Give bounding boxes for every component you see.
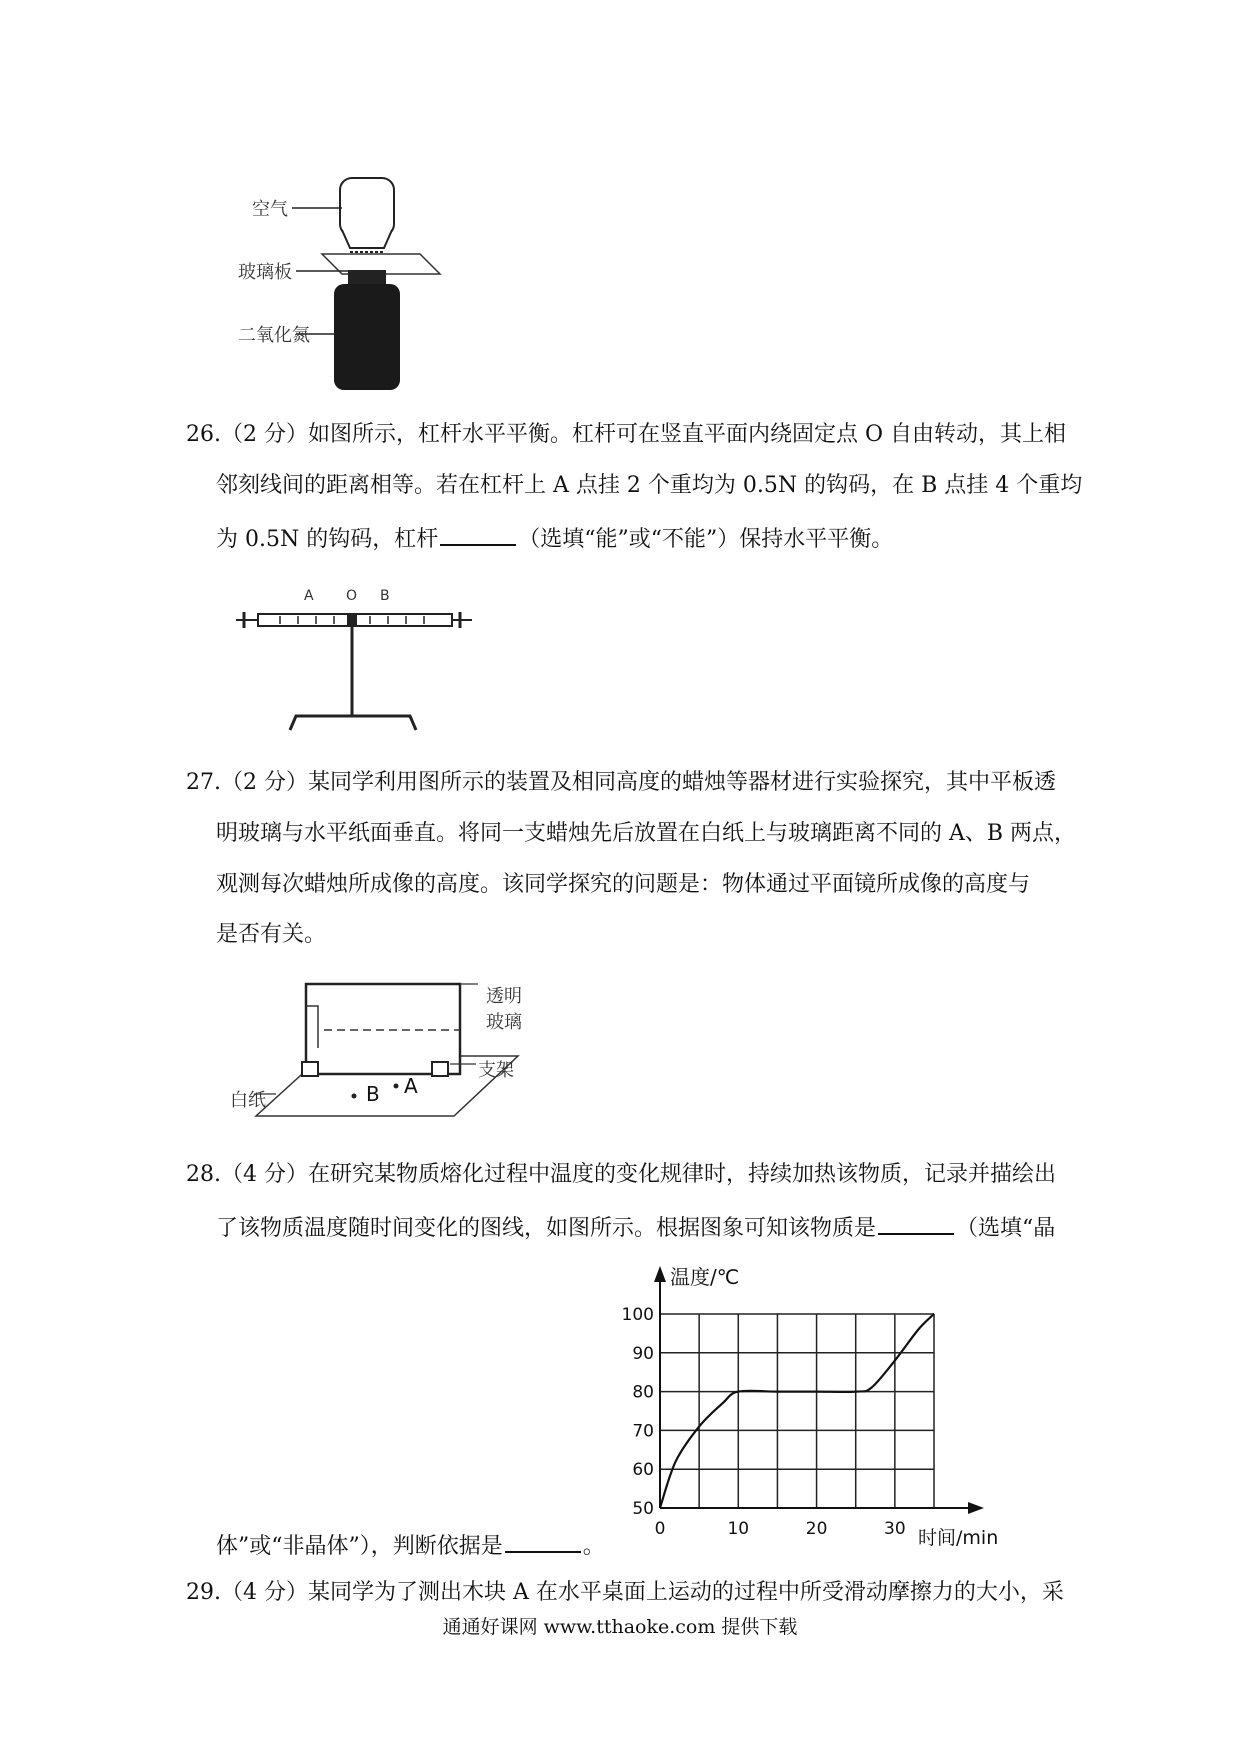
q28-line-2 xyxy=(216,1211,1055,1244)
mirror-label-paper: 白纸 xyxy=(230,1090,266,1111)
q28-answer-blank-2[interactable] xyxy=(505,1529,581,1553)
q28-line-2-post: （选填“晶 xyxy=(956,1216,1056,1241)
q28-line-2-pre: 了该物质温度随时间变化的图线，如图所示。根据图象可知该物质是 xyxy=(216,1216,877,1241)
page-footer: 通通好课网 www.tthaoke.com 提供下载 xyxy=(442,1616,798,1638)
mirror-point-b: B xyxy=(366,1082,380,1106)
lever-label-a: A xyxy=(304,588,314,604)
bottle-figure xyxy=(230,170,470,400)
y-tick-label: 50 xyxy=(632,1499,654,1519)
x-axis-arrow xyxy=(968,1502,984,1514)
x-tick-label: 10 xyxy=(727,1519,750,1539)
melting-chart xyxy=(612,1258,1012,1548)
q26-line-1: 26.（2 分）如图所示，杠杆水平平衡。杠杆可在竖直平面内绕固定点 O 自由转动，其上相 xyxy=(186,422,1067,447)
q26-line-3 xyxy=(216,522,893,555)
temperature-curve xyxy=(660,1314,934,1508)
y-axis-label: 温度/℃ xyxy=(670,1265,740,1289)
q28-line-3 xyxy=(216,1529,605,1562)
mirror-label-stand: 支架 xyxy=(478,1060,514,1081)
q28-line-3-post: 。 xyxy=(582,1534,605,1559)
q28-line-3-pre: 体”或“非晶体”），判断依据是 xyxy=(216,1534,503,1559)
melting-chart-svg xyxy=(612,1258,1012,1548)
mirror-point-a: A xyxy=(404,1074,418,1098)
q27-line-3: 观测每次蜡烛所成像的高度。该同学探究的问题是：物体通过平面镜所成像的高度与 xyxy=(216,872,1031,897)
y-tick-label: 100 xyxy=(621,1305,654,1325)
mirror-figure xyxy=(228,968,548,1118)
q26-answer-blank[interactable] xyxy=(440,522,516,546)
y-tick-label: 80 xyxy=(632,1382,654,1403)
label-air: 空气 xyxy=(252,199,288,220)
mirror-label-glass: 玻璃 xyxy=(486,1012,522,1033)
lever-figure xyxy=(232,578,472,738)
x-tick-label: 0 xyxy=(654,1519,666,1539)
y-tick-label: 60 xyxy=(632,1460,654,1481)
q26-line-3-pre: 为 0.5N 的钩码，杠杆 xyxy=(216,527,439,552)
y-tick-label: 90 xyxy=(632,1343,654,1364)
x-tick-label: 20 xyxy=(805,1519,828,1539)
label-glass-plate: 玻璃板 xyxy=(238,262,292,283)
x-tick-label: 30 xyxy=(884,1519,906,1539)
y-tick-label: 70 xyxy=(632,1421,654,1442)
q26-line-3-post: （选填“能”或“不能”）保持水平平衡。 xyxy=(518,527,894,552)
q28-line-1: 28.（4 分）在研究某物质熔化过程中温度的变化规律时，持续加热该物质，记录并描绘出 xyxy=(186,1162,1056,1187)
mirror-label-transparent: 透明 xyxy=(486,986,522,1007)
q29-line-1: 29.（4 分）某同学为了测出木块 A 在水平桌面上运动的过程中所受滑动摩擦力的大小，采 xyxy=(186,1580,1064,1605)
q28-answer-blank-1[interactable] xyxy=(878,1211,954,1235)
q26-line-2: 邻刻线间的距离相等。若在杠杆上 A 点挂 2 个重均为 0.5N 的钩码，在 B 点挂 4 个重均 xyxy=(216,473,1083,498)
q27-line-4: 是否有关。 xyxy=(216,922,327,947)
x-axis-label: 时间/min xyxy=(918,1527,999,1548)
label-no2: 二氧化氮 xyxy=(238,325,310,346)
lever-label-b: B xyxy=(380,588,390,604)
y-axis-arrow xyxy=(654,1266,666,1282)
q27-line-1: 27.（2 分）某同学利用图所示的装置及相同高度的蜡烛等器材进行实验探究，其中平板透 xyxy=(186,770,1056,795)
q27-line-2: 明玻璃与水平纸面垂直。将同一支蜡烛先后放置在白纸上与玻璃距离不同的 A、B 两点， xyxy=(216,821,1077,846)
lever-label-o: O xyxy=(346,588,358,604)
